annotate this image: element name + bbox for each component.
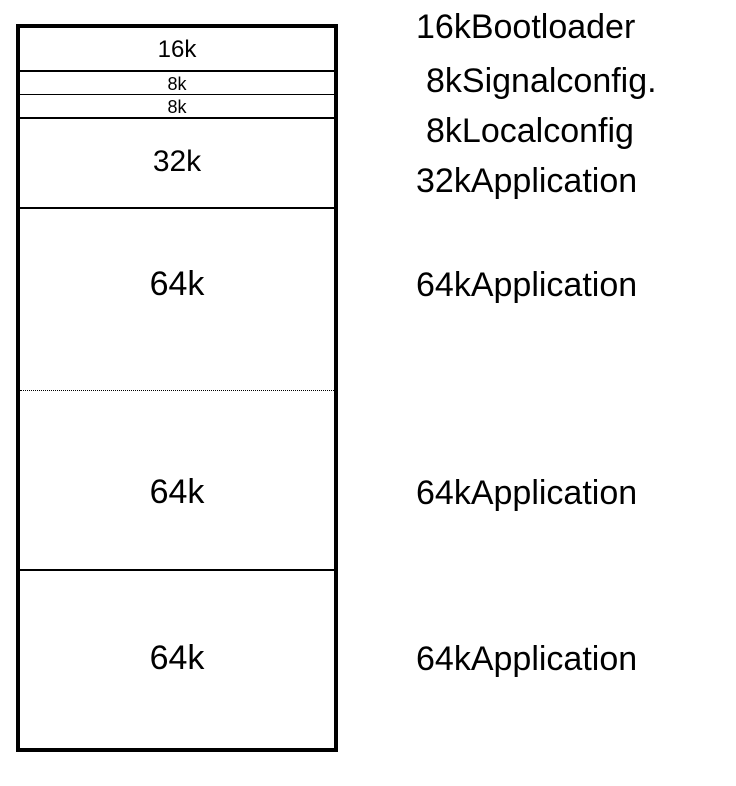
segment-application-64k-3 (20, 571, 334, 748)
label-local-config: 8kLocalconfig (426, 112, 634, 150)
label-application-64k-3: 64kApplication (416, 640, 638, 678)
segment-size-label: 8k (167, 97, 187, 117)
label-application-64k-2: 64kApplication (416, 474, 638, 512)
segment-application-32k (20, 119, 334, 209)
segment-application-64k-2 (20, 391, 334, 571)
label-signal-config: 8kSignalconfig. (426, 62, 657, 100)
label-application-32k: 32kApplication (416, 162, 638, 200)
segment-application-64k-1 (20, 209, 334, 391)
segment-size-label: 64k (149, 473, 205, 511)
segment-size-label: 16k (157, 36, 197, 63)
segment-size-label: 64k (149, 639, 205, 677)
segment-signal-config (20, 72, 334, 95)
segment-local-config (20, 95, 334, 119)
segment-size-label: 64k (149, 265, 205, 303)
segment-bootloader (20, 28, 334, 72)
label-application-64k-1: 64kApplication (416, 266, 638, 304)
segment-size-label: 8k (167, 74, 187, 94)
label-bootloader: 16kBootloader (416, 8, 636, 46)
memory-map (16, 24, 338, 752)
segment-size-label: 32k (152, 145, 202, 178)
